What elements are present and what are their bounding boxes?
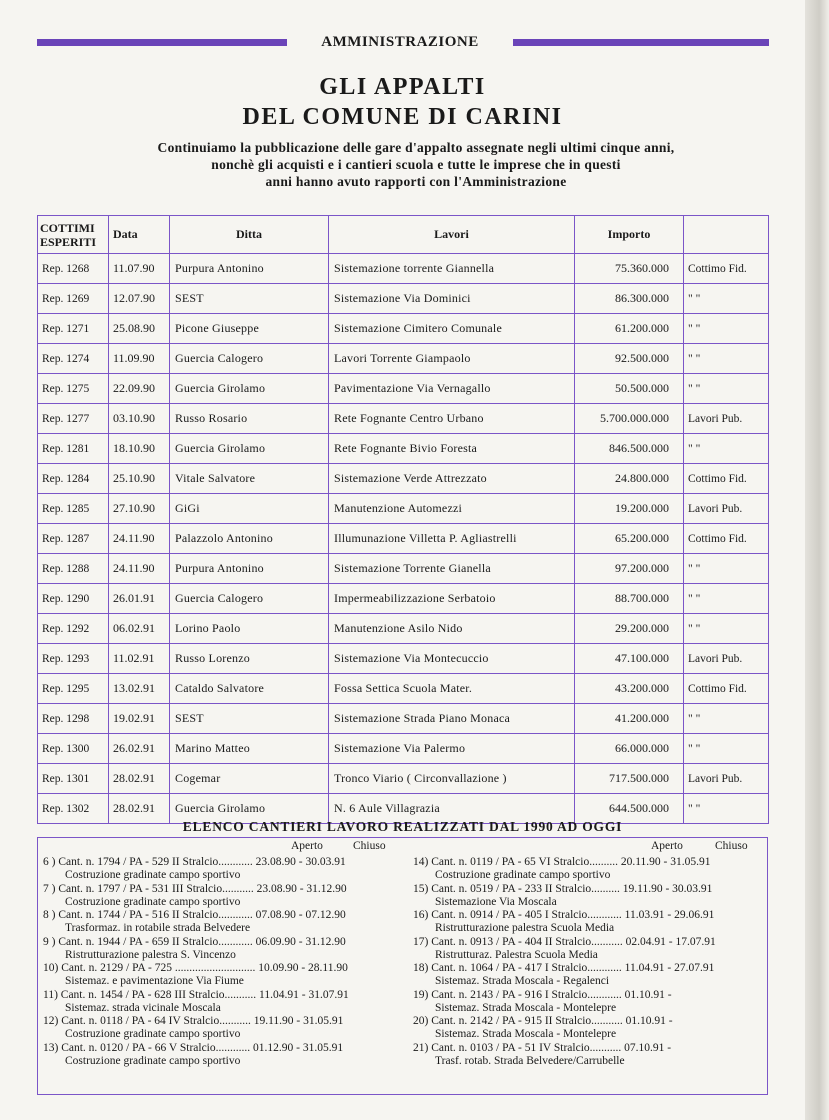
intro-line-1: Continuiamo la pubblicazione delle gare d'appalto assegnate negli ultimi cinque anni, xyxy=(157,140,675,155)
header-ditta: Ditta xyxy=(170,216,329,254)
cantiere-line: 9 ) Cant. n. 1944 / PA - 659 II Stralcio............ 06.09.90 - 31.12.90 xyxy=(43,935,346,948)
cantiere-item xyxy=(413,883,763,910)
table-row xyxy=(38,704,769,734)
cantiere-item xyxy=(43,883,403,910)
ditta-cell: Purpura Antonino xyxy=(170,554,329,584)
lavori-cell: Fossa Settica Scuola Mater. xyxy=(329,674,575,704)
elenco-column-left xyxy=(43,840,403,1068)
ditta-cell: Guercia Calogero xyxy=(170,344,329,374)
importo-cell: 86.300.000 xyxy=(575,284,684,314)
title-line-1: GLI APPALTI xyxy=(319,74,486,100)
data-cell: 28.02.91 xyxy=(109,794,170,824)
data-cell: 24.11.90 xyxy=(109,524,170,554)
header-rule-right xyxy=(513,39,769,46)
rep-cell: Rep. 1298 xyxy=(38,704,109,734)
table-row xyxy=(38,614,769,644)
note-cell: Cottimo Fid. xyxy=(684,524,769,554)
note-cell: Lavori Pub. xyxy=(684,494,769,524)
importo-cell: 92.500.000 xyxy=(575,344,684,374)
importo-cell: 29.200.000 xyxy=(575,614,684,644)
cantiere-item xyxy=(413,909,763,936)
cantiere-item xyxy=(43,909,403,936)
cantiere-item xyxy=(413,1015,763,1042)
importo-cell: 66.000.000 xyxy=(575,734,684,764)
rep-cell: Rep. 1275 xyxy=(38,374,109,404)
table-row xyxy=(38,344,769,374)
ditta-cell: Vitale Salvatore xyxy=(170,464,329,494)
data-cell: 24.11.90 xyxy=(109,554,170,584)
ditta-cell: SEST xyxy=(170,284,329,314)
ditta-cell: SEST xyxy=(170,704,329,734)
importo-cell: 846.500.000 xyxy=(575,434,684,464)
section-label: AMMINISTRAZIONE xyxy=(321,34,479,50)
cantiere-line: 12) Cant. n. 0118 / PA - 64 IV Stralcio........... 19.11.90 - 31.05.91 xyxy=(43,1015,344,1027)
ditta-cell: Cogemar xyxy=(170,764,329,794)
ditta-cell: Picone Giuseppe xyxy=(170,314,329,344)
note-cell: Cottimo Fid. xyxy=(684,254,769,284)
cantiere-description: Sistemaz. Strada Moscala - Regalenci xyxy=(435,975,610,987)
note-cell: " " xyxy=(684,704,769,734)
note-cell: " " xyxy=(684,734,769,764)
importo-cell: 43.200.000 xyxy=(575,674,684,704)
lavori-cell: Pavimentazione Via Vernagallo xyxy=(329,374,575,404)
cantiere-item xyxy=(413,936,763,963)
lavori-cell: Impermeabilizzazione Serbatoio xyxy=(329,584,575,614)
data-cell: 28.02.91 xyxy=(109,764,170,794)
table-row xyxy=(38,524,769,554)
rep-cell: Rep. 1301 xyxy=(38,764,109,794)
importo-cell: 717.500.000 xyxy=(575,764,684,794)
note-cell: " " xyxy=(684,344,769,374)
table-header-row xyxy=(38,216,769,254)
cantiere-line: 7 ) Cant. n. 1797 / PA - 531 III Stralcio........... 23.08.90 - 31.12.90 xyxy=(43,882,347,895)
lavori-cell: Sistemazione Via Dominici xyxy=(329,284,575,314)
importo-cell: 47.100.000 xyxy=(575,644,684,674)
cantiere-line: 11) Cant. n. 1454 / PA - 628 III Stralcio........... 11.04.91 - 31.07.91 xyxy=(43,988,349,1001)
lavori-cell: Lavori Torrente Giampaolo xyxy=(329,344,575,374)
cantiere-description: Ristrutturaz. Palestra Scuola Media xyxy=(435,948,598,961)
title-line-2: DEL COMUNE DI CARINI xyxy=(242,104,563,130)
cantiere-description: Ristrutturazione palestra S. Vincenzo xyxy=(65,948,236,961)
cantiere-line: 8 ) Cant. n. 1744 / PA - 516 II Stralcio............ 07.08.90 - 07.12.90 xyxy=(43,909,346,921)
table-row xyxy=(38,674,769,704)
cantiere-line: 16) Cant. n. 0914 / PA - 405 I Stralcio............ 11.03.91 - 29.06.91 xyxy=(413,909,715,921)
lavori-cell: Rete Fognante Centro Urbano xyxy=(329,404,575,434)
rep-cell: Rep. 1274 xyxy=(38,344,109,374)
ditta-cell: Palazzolo Antonino xyxy=(170,524,329,554)
rep-cell: Rep. 1285 xyxy=(38,494,109,524)
cantiere-item xyxy=(43,962,403,989)
rep-cell: Rep. 1288 xyxy=(38,554,109,584)
note-cell: Lavori Pub. xyxy=(684,404,769,434)
rep-cell: Rep. 1271 xyxy=(38,314,109,344)
note-cell: Lavori Pub. xyxy=(684,764,769,794)
lavori-cell: Manutenzione Automezzi xyxy=(329,494,575,524)
cantiere-line: 18) Cant. n. 1064 / PA - 417 I Stralcio............ 11.04.91 - 27.07.91 xyxy=(413,962,715,974)
note-cell: " " xyxy=(684,794,769,824)
cantiere-line: 6 ) Cant. n. 1794 / PA - 529 II Stralcio............ 23.08.90 - 30.03.91 xyxy=(43,856,346,868)
elenco-header-left xyxy=(43,840,403,856)
importo-cell: 75.360.000 xyxy=(575,254,684,284)
cantiere-line: 14) Cant. n. 0119 / PA - 65 VI Stralcio.......... 20.11.90 - 31.05.91 xyxy=(413,856,711,868)
note-cell: " " xyxy=(684,434,769,464)
intro-line-2: nonchè gli acquisti e i cantieri scuola e tutte le imprese che in questi xyxy=(211,157,621,172)
note-cell: " " xyxy=(684,614,769,644)
cantiere-line: 17) Cant. n. 0913 / PA - 404 II Stralcio........... 02.04.91 - 17.07.91 xyxy=(413,935,716,948)
lavori-cell: Illumunazione Villetta P. Agliastrelli xyxy=(329,524,575,554)
data-cell: 11.09.90 xyxy=(109,344,170,374)
cantiere-description: Sistemazione Via Moscala xyxy=(435,895,557,908)
note-cell: " " xyxy=(684,584,769,614)
header-lavori: Lavori xyxy=(329,216,575,254)
note-cell: Cottimo Fid. xyxy=(684,464,769,494)
cantiere-item xyxy=(43,936,403,963)
ditta-cell: Purpura Antonino xyxy=(170,254,329,284)
cantiere-line: 19) Cant. n. 2143 / PA - 916 I Stralcio............ 01.10.91 - xyxy=(413,988,672,1001)
header-cottimi-esperiti: COTTIMI ESPERITI xyxy=(38,216,109,254)
importo-cell: 19.200.000 xyxy=(575,494,684,524)
data-cell: 25.10.90 xyxy=(109,464,170,494)
section-header xyxy=(37,34,769,52)
table-row xyxy=(38,554,769,584)
cantiere-item xyxy=(43,989,403,1016)
importo-cell: 644.500.000 xyxy=(575,794,684,824)
header-data: Data xyxy=(109,216,170,254)
lavori-cell: Rete Fognante Bivio Foresta xyxy=(329,434,575,464)
table-row xyxy=(38,494,769,524)
rep-cell: Rep. 1290 xyxy=(38,584,109,614)
lavori-cell: N. 6 Aule Villagrazia xyxy=(329,794,575,824)
cantiere-description: Trasformaz. in rotabile strada Belvedere xyxy=(65,922,251,934)
cantiere-line: 10) Cant. n. 2129 / PA - 725 ............................ 10.09.90 - 28.11.90 xyxy=(43,962,348,974)
lavori-cell: Sistemazione torrente Giannella xyxy=(329,254,575,284)
chiuso-label: Chiuso xyxy=(715,840,748,852)
page-edge-shadow xyxy=(805,0,829,1120)
importo-cell: 50.500.000 xyxy=(575,374,684,404)
table-row xyxy=(38,464,769,494)
ditta-cell: Guercia Calogero xyxy=(170,584,329,614)
cantiere-item xyxy=(413,856,763,883)
note-cell: Cottimo Fid. xyxy=(684,674,769,704)
lavori-cell: Sistemazione Strada Piano Monaca xyxy=(329,704,575,734)
ditta-cell: Russo Rosario xyxy=(170,404,329,434)
rep-cell: Rep. 1287 xyxy=(38,524,109,554)
importo-cell: 65.200.000 xyxy=(575,524,684,554)
data-cell: 25.08.90 xyxy=(109,314,170,344)
cantiere-description: Costruzione gradinate campo sportivo xyxy=(65,1028,241,1040)
ditta-cell: Russo Lorenzo xyxy=(170,644,329,674)
data-cell: 26.02.91 xyxy=(109,734,170,764)
cantiere-description: Trasf. rotab. Strada Belvedere/Carrubelle xyxy=(435,1054,625,1067)
intro-paragraph xyxy=(60,139,772,190)
cantiere-line: 13) Cant. n. 0120 / PA - 66 V Stralcio............ 01.12.90 - 31.05.91 xyxy=(43,1041,344,1054)
note-cell: " " xyxy=(684,284,769,314)
importo-cell: 61.200.000 xyxy=(575,314,684,344)
aperto-label: Aperto xyxy=(291,840,323,852)
cantiere-description: Costruzione gradinate campo sportivo xyxy=(65,1054,241,1067)
table-row xyxy=(38,254,769,284)
cantiere-description: Costruzione gradinate campo sportivo xyxy=(65,869,241,881)
cantiere-item xyxy=(43,1042,403,1069)
lavori-cell: Sistemazione Cimitero Comunale xyxy=(329,314,575,344)
cantiere-description: Sistemaz. Strada Moscala - Montelepre xyxy=(435,1001,617,1014)
lavori-cell: Manutenzione Asilo Nido xyxy=(329,614,575,644)
ditta-cell: GiGi xyxy=(170,494,329,524)
rep-cell: Rep. 1268 xyxy=(38,254,109,284)
importo-cell: 5.700.000.000 xyxy=(575,404,684,434)
data-cell: 22.09.90 xyxy=(109,374,170,404)
data-cell: 18.10.90 xyxy=(109,434,170,464)
page-title xyxy=(0,72,805,132)
rep-cell: Rep. 1281 xyxy=(38,434,109,464)
lavori-cell: Sistemazione Torrente Gianella xyxy=(329,554,575,584)
cantiere-line: 15) Cant. n. 0519 / PA - 233 II Stralcio.......... 19.11.90 - 30.03.91 xyxy=(413,882,713,895)
cantiere-description: Sistemaz. strada vicinale Moscala xyxy=(65,1001,221,1014)
data-cell: 13.02.91 xyxy=(109,674,170,704)
table-row xyxy=(38,314,769,344)
cantiere-item xyxy=(413,962,763,989)
header-note xyxy=(684,216,769,254)
cantiere-line: 21) Cant. n. 0103 / PA - 51 IV Stralcio........... 07.10.91 - xyxy=(413,1041,672,1054)
ditta-cell: Guercia Girolamo xyxy=(170,434,329,464)
data-cell: 11.02.91 xyxy=(109,644,170,674)
rep-cell: Rep. 1302 xyxy=(38,794,109,824)
cantiere-description: Ristrutturazione palestra Scuola Media xyxy=(435,922,615,934)
ditta-cell: Lorino Paolo xyxy=(170,614,329,644)
table-row xyxy=(38,644,769,674)
table-row xyxy=(38,764,769,794)
table-row xyxy=(38,374,769,404)
importo-cell: 97.200.000 xyxy=(575,554,684,584)
note-cell: Lavori Pub. xyxy=(684,644,769,674)
data-cell: 12.07.90 xyxy=(109,284,170,314)
ditta-cell: Cataldo Salvatore xyxy=(170,674,329,704)
importo-cell: 41.200.000 xyxy=(575,704,684,734)
cantiere-line: 20) Cant. n. 2142 / PA - 915 II Stralcio........... 01.10.91 - xyxy=(413,1015,673,1027)
data-cell: 27.10.90 xyxy=(109,494,170,524)
note-cell: " " xyxy=(684,374,769,404)
data-cell: 19.02.91 xyxy=(109,704,170,734)
aperto-label: Aperto xyxy=(651,840,683,852)
cantiere-item xyxy=(413,989,763,1016)
chiuso-label: Chiuso xyxy=(353,840,386,852)
importo-cell: 88.700.000 xyxy=(575,584,684,614)
ditta-cell: Guercia Girolamo xyxy=(170,794,329,824)
elenco-header-right xyxy=(413,840,763,856)
cantiere-item xyxy=(43,856,403,883)
cantiere-description: Costruzione gradinate campo sportivo xyxy=(435,869,611,881)
data-cell: 06.02.91 xyxy=(109,614,170,644)
cantiere-description: Sistemaz. e pavimentazione Via Fiume xyxy=(65,975,244,987)
rep-cell: Rep. 1277 xyxy=(38,404,109,434)
table-row xyxy=(38,404,769,434)
note-cell: " " xyxy=(684,314,769,344)
appalti-table xyxy=(37,215,769,824)
intro-line-3: anni hanno avuto rapporti con l'Amministrazione xyxy=(265,174,567,189)
lavori-cell: Sistemazione Verde Attrezzato xyxy=(329,464,575,494)
rep-cell: Rep. 1284 xyxy=(38,464,109,494)
note-cell: " " xyxy=(684,554,769,584)
rep-cell: Rep. 1295 xyxy=(38,674,109,704)
lavori-cell: Tronco Viario ( Circonvallazione ) xyxy=(329,764,575,794)
header-importo: Importo xyxy=(575,216,684,254)
table-row xyxy=(38,434,769,464)
rep-cell: Rep. 1292 xyxy=(38,614,109,644)
rep-cell: Rep. 1269 xyxy=(38,284,109,314)
table-row xyxy=(38,734,769,764)
ditta-cell: Marino Matteo xyxy=(170,734,329,764)
lavori-cell: Sistemazione Via Palermo xyxy=(329,734,575,764)
lavori-cell: Sistemazione Via Montecuccio xyxy=(329,644,575,674)
cantiere-item xyxy=(43,1015,403,1042)
cantiere-item xyxy=(413,1042,763,1069)
cantiere-description: Costruzione gradinate campo sportivo xyxy=(65,895,241,908)
elenco-cantieri-box xyxy=(37,837,768,1095)
rep-cell: Rep. 1293 xyxy=(38,644,109,674)
data-cell: 11.07.90 xyxy=(109,254,170,284)
elenco-column-right xyxy=(413,840,763,1068)
importo-cell: 24.800.000 xyxy=(575,464,684,494)
data-cell: 03.10.90 xyxy=(109,404,170,434)
header-rule-left xyxy=(37,39,287,46)
table-row xyxy=(38,284,769,314)
ditta-cell: Guercia Girolamo xyxy=(170,374,329,404)
rep-cell: Rep. 1300 xyxy=(38,734,109,764)
elenco-title: ELENCO CANTIERI LAVORO REALIZZATI DAL 1990 AD OGGI xyxy=(182,819,623,834)
cantiere-description: Sistemaz. Strada Moscala - Montelepre xyxy=(435,1028,617,1040)
data-cell: 26.01.91 xyxy=(109,584,170,614)
table-row xyxy=(38,584,769,614)
